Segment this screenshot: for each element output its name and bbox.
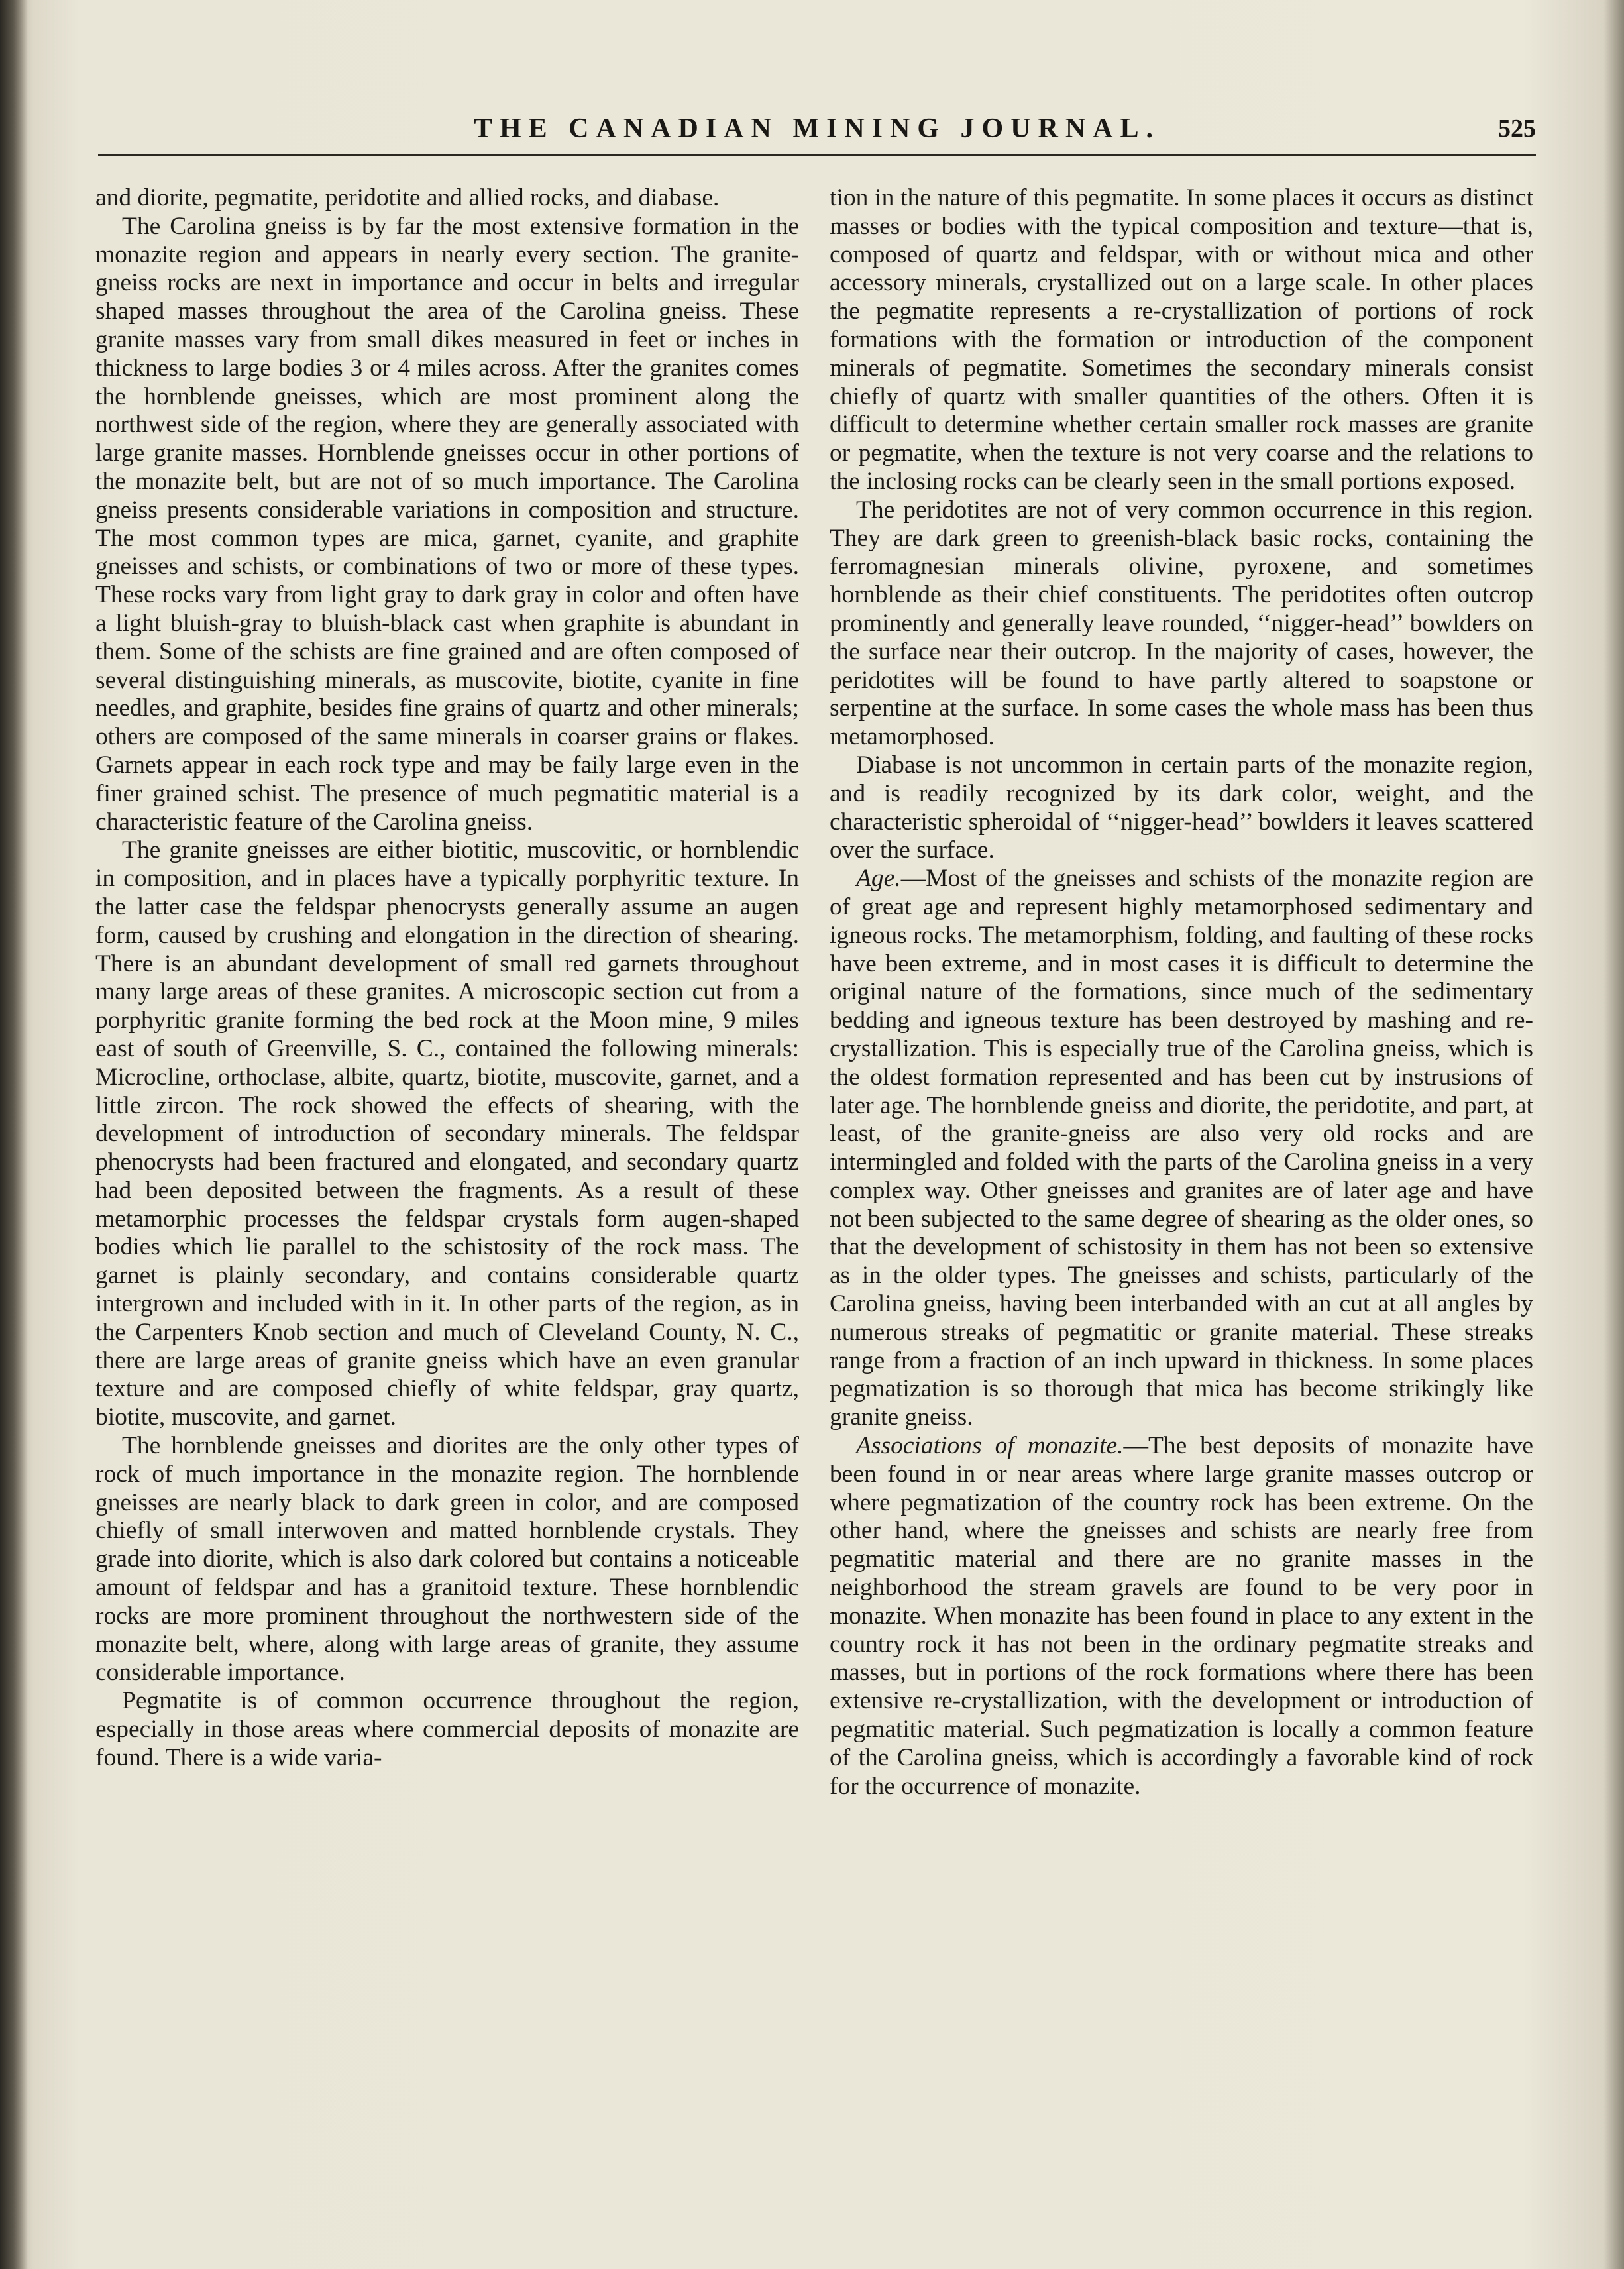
paragraph: The hornblende gneisses and diorites are the only other types of rock of much importance in the monazite region. The hornblende gneisses are nearly black to dark green in color, and are composed chiefly of small interwoven and matted hornblende crystals. They grade into diorite, which is also dark colored but contains a noticeable amount of feldspar and has a granitoid texture. These hornblendic rocks are more prominent throughout the northwestern side of the monazite belt, where, along with large areas of granite, they assume considerable importance.: [95, 1432, 799, 1687]
left-column: [95, 184, 799, 1773]
paragraph: tion in the nature of this pegmatite. In some places it occurs as distinct masses or bodies with the typical composition and texture—that is, composed of quartz and feldspar, with or without mica and other accessory minerals, crystallized out on a large scale. In other places the pegmatite represents a re-crystallization of portions of rock formations with the formation or introduction of the component minerals of pegmatite. Sometimes the secondary minerals consist chiefly of quartz with smaller quantities of the others. Often it is difficult to determine whether certain smaller rock masses are granite or pegmatite, when the texture is not very coarse and the relations to the inclosing rocks can be clearly seen in the small portions exposed.: [830, 184, 1533, 495]
paragraph: Pegmatite is of common occurrence throughout the region, especially in those areas where commercial deposits of monazite are found. There is a wide varia-: [95, 1687, 799, 1771]
paragraph-associations: [830, 1432, 1533, 1800]
section-lead-age: Age.: [856, 865, 901, 893]
running-header: [98, 113, 1536, 152]
paragraph-age: [830, 865, 1533, 1432]
paragraph-text: —Most of the gneisses and schists of the monazite region are of great age and represent highly metamorphosed sedimentary and igneous rocks. The metamorphism, folding, and faulting of these rocks have been extreme, and in most cases it is difficult to determine the original nature of the formations, since much of the sedimentary bedding and igneous texture has been destroyed by mashing and re-crystallization. This is especially true of the Carolina gneiss, which is the oldest formation represented and has been cut by instrusions of later age. The hornblende gneiss and diorite, the peridotite, and part, at least, of the granite-gneiss are also very old rocks and are intermingled and folded with the parts of the Carolina gneiss in a very complex way. Other gneisses and granites are of later age and have not been subjected to the same degree of shearing as the older ones, so that the development of schistosity in them has not been so extensive as in the older types. The gneisses and schists, particularly of the Carolina gneiss, having been interbanded with an cut at all angles by numerous streaks of pegmatitic or granite material. These streaks range from a fraction of an inch upward in thickness. In some places pegmatization is so thorough that mica has become strikingly like granite gneiss.: [830, 865, 1533, 1431]
header-rule: [98, 154, 1536, 156]
paragraph-text: —The best deposits of monazite have been found in or near areas where large granite masses outcrop or where pegmatization of the country rock has been extreme. On the other hand, where the gneisses and schists are nearly free from pegmatitic material and there are no granite masses in the neighborhood the stream gravels are found to be very poor in monazite. When monazite has been found in place to any extent in the country rock it has not been in the ordinary pegmatite streaks and masses, but in portions of the rock formations where there has been extensive re-crystallization, with the development or introduction of pegmatitic material. Such pegmatization is locally a common feature of the Carolina gneiss, which is accordingly a favorable kind of rock for the occurrence of monazite.: [830, 1432, 1533, 1800]
paragraph: The Carolina gneiss is by far the most extensive formation in the monazite region and appears in nearly every section. The granite-gneiss rocks are next in importance and occur in belts and irregular shaped masses throughout the area of the Carolina gneiss. These granite masses vary from small dikes measured in feet or inches in thickness to large bodies 3 or 4 miles across. After the granites comes the hornblende gneisses, which are most prominent along the northwest side of the region, where they are generally associated with large granite masses. Hornblende gneisses occur in other portions of the monazite belt, but are not of so much importance. The Carolina gneiss presents considerable variations in composition and structure. The most common types are mica, garnet, cyanite, and graphite gneisses and schists, or combinations of two or more of these types. These rocks vary from light gray to dark gray in color and often have a light bluish-gray to bluish-black cast when graphite is abundant in them. Some of the schists are fine grained and are often composed of several distinguishing minerals, as muscovite, biotite, cyanite in fine needles, and graphite, besides fine grains of quartz and other minerals; others are composed of the same minerals in coarser grains or flakes. Garnets appear in each rock type and may be faily large even in the finer grained schist. The presence of much pegmatitic material is a characteristic feature of the Carolina gneiss.: [95, 212, 799, 836]
page-number: 525: [1498, 115, 1536, 142]
right-column: [830, 184, 1533, 1800]
journal-title: THE CANADIAN MINING JOURNAL.: [473, 113, 1161, 144]
section-lead-associations: Associations of monazite.: [856, 1432, 1124, 1460]
book-spine-shadow: [0, 0, 28, 2269]
paragraph: Diabase is not uncommon in certain parts of the monazite region, and is readily recognized by its dark color, weight, and the characteristic spheroidal of ‘‘nigger-head’’ bowlders it leaves scattered over the surface.: [830, 751, 1533, 864]
paragraph: The granite gneisses are either biotitic, muscovitic, or hornblendic in composition, and in places have a typically porphyritic texture. In the latter case the feldspar phenocrysts generally assume an augen form, caused by crushing and elongation in the direction of shearing. There is an abundant development of small red garnets throughout many large areas of these granites. A microscopic section cut from a porphyritic granite forming the bed rock at the Moon mine, 9 miles east of south of Greenville, S. C., contained the following minerals: Microcline, orthoclase, albite, quartz, biotite, muscovite, garnet, and a little zircon. The rock showed the effects of shearing, with the development of introduction of secondary minerals. The feldspar phenocrysts had been fractured and elongated, and secondary quartz had been deposited between the fragments. As a result of these metamorphic processes the feldspar crystals form augen-shaped bodies which lie parallel to the schistosity of the rock mass. The garnet is plainly secondary, and contains considerable quartz intergrown and included with in it. In other parts of the region, as in the Carpenters Knob section and much of Cleveland County, N. C., there are large areas of granite gneiss which have an even granular texture and are composed chiefly of white feldspar, gray quartz, biotite, muscovite, and garnet.: [95, 836, 799, 1431]
paragraph: and diorite, pegmatite, peridotite and allied rocks, and diabase.: [95, 184, 720, 211]
paragraph: The peridotites are not of very common occurrence in this region. They are dark green to greenish-black basic rocks, containing the ferromagnesian minerals olivine, pyroxene, and sometimes hornblende as their chief constituents. The peridotites often outcrop prominently and generally leave rounded, ‘‘nigger-head’’ bowlders on the surface near their outcrop. In the majority of cases, however, the peridotites will be found to have partly altered to soapstone or serpentine at the surface. In some cases the whole mass has been thus metamorphosed.: [830, 496, 1533, 751]
